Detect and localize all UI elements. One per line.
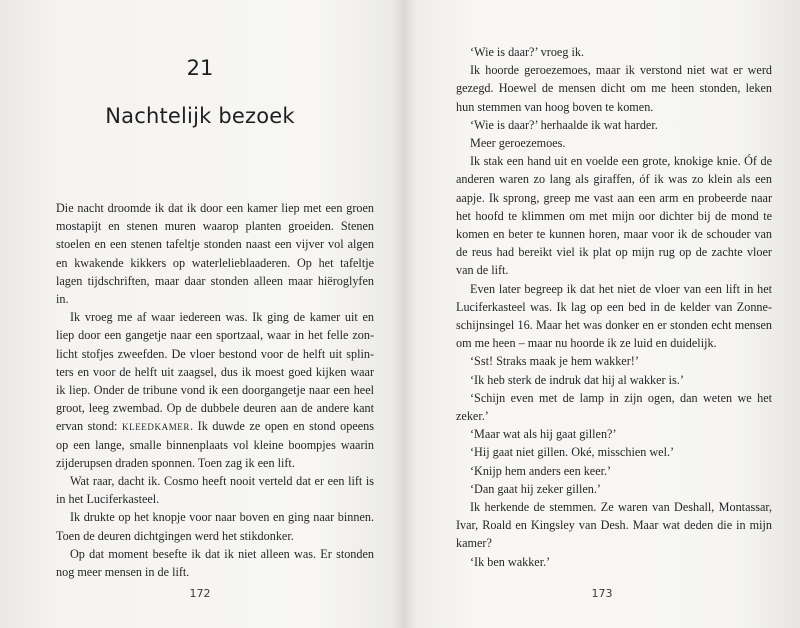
paragraph: Op dat moment besefte ik dat ik niet alleen was. Er stonden nog meer mensen in de lift. bbox=[56, 546, 374, 580]
paragraph: ‘Ik ben wakker.’ bbox=[470, 554, 551, 569]
paragraph: Wat raar, dacht ik. Cosmo heeft nooit verteld dat er een lift is in het Luciferkasteel. bbox=[56, 474, 374, 507]
paragraph: ‘Sst! Straks maak je hem wakker!’ bbox=[470, 354, 639, 369]
paragraph: Ik hoorde geroezemoes, maar ik verstond niet wat er werd gezegd. Hoewel de mensen dicht om me heen stonden, leken hun stemmen van hoog boven te komen. bbox=[456, 63, 772, 114]
paragraph: ‘Ik heb sterk de indruk dat hij al wakker is.’ bbox=[470, 372, 684, 387]
paragraph: ‘Hij gaat niet gillen. Oké, misschien wel.’ bbox=[470, 445, 675, 460]
right-page-text bbox=[456, 43, 772, 571]
left-page-text bbox=[56, 199, 374, 581]
paragraph: Ik herkende de stemmen. Ze waren van Deshall, Montassar, Ivar, Roald en Kingsley van Desh. Maar wat deden die in mijn kamer? bbox=[456, 500, 772, 551]
sign-word: kleedkamer bbox=[122, 419, 191, 434]
paragraph: ‘Wie is daar?’ herhaalde ik wat harder. bbox=[470, 117, 658, 132]
paragraph: ‘Wie is daar?’ vroeg ik. bbox=[470, 45, 584, 59]
paragraph-text: Ik vroeg me af waar iedereen was. Ik ging de kamer uit en liep door een gangetje naar een sportzaal, waar in het felle zonlicht stofjes zweefden. De vloer bestond voor de helft uit splinters en voor de helft uit zaagsel, dus ik moest goed kijken waar ik liep. Onder de tribune vond ik een doorgangetje naar een heel groot, leeg zwembad. Op de dubbele deuren aan de andere kant ervan stond: bbox=[56, 310, 374, 434]
paragraph-text: . Ik duwde ze open en stond opeens op een lange, smalle binnenplaats vol kleine boompjes waarin zijderupsen draden sponnen. Toen zag ik een lift. bbox=[56, 419, 374, 470]
paragraph: Ik stak een hand uit en voelde een grote, knokige knie. Óf de anderen waren zo lang als giraffen, óf ik was zo klein als een aapje. Ik sprong, greep me vast aan een arm en probeerde naar het hoofd te klimmen om met mijn oor dichter bij de mond te komen en beter te kunnen horen, maar voor ik de schouder van de reus had bereikt viel ik plat op mijn rug op de zachte vloer van de lift. bbox=[456, 154, 772, 278]
paragraph: Even later begreep ik dat het niet de vloer van een lift in het Luciferkasteel was. Ik lag op een bed in de kelder van Zonneschijnsingel 16. Maar het was donker en er stonden echt mensen om me heen – maar nu hoorde ik ze luid en duidelijk. bbox=[456, 281, 772, 351]
chapter-title: Nachtelijk bezoek bbox=[105, 104, 295, 128]
page-number-left: 172 bbox=[189, 587, 211, 600]
paragraph: Die nacht droomde ik dat ik door een kamer liep met een groen mostapijt en stenen muren waarop planten groeiden. Stenen stoelen en een stenen tafeltje stonden naast een vijver vol algen en kwakende kikkers op waterlelieblaaderen. Op het tafeltje lagen tijdschriften, maar daar stonden alleen maar hiëroglyfen in. bbox=[56, 201, 374, 307]
paragraph: ‘Maar wat als hij gaat gillen?’ bbox=[470, 427, 617, 442]
chapter-number: 21 bbox=[186, 56, 214, 80]
paragraph: ‘Knijp hem anders een keer.’ bbox=[470, 463, 612, 478]
paragraph: Meer geroezemoes. bbox=[470, 136, 566, 151]
paragraph bbox=[56, 308, 374, 472]
right-page bbox=[404, 0, 800, 628]
paragraph: ‘Dan gaat hij zeker gillen.’ bbox=[470, 481, 601, 496]
paragraph: Ik drukte op het knopje voor naar boven en ging naar binnen. Toen de deuren dichtgingen werd het stikdonker. bbox=[56, 510, 374, 543]
page-number-right: 173 bbox=[591, 587, 613, 600]
paragraph: ‘Schijn even met de lamp in zijn ogen, dan weten we het zeker.’ bbox=[456, 390, 772, 424]
